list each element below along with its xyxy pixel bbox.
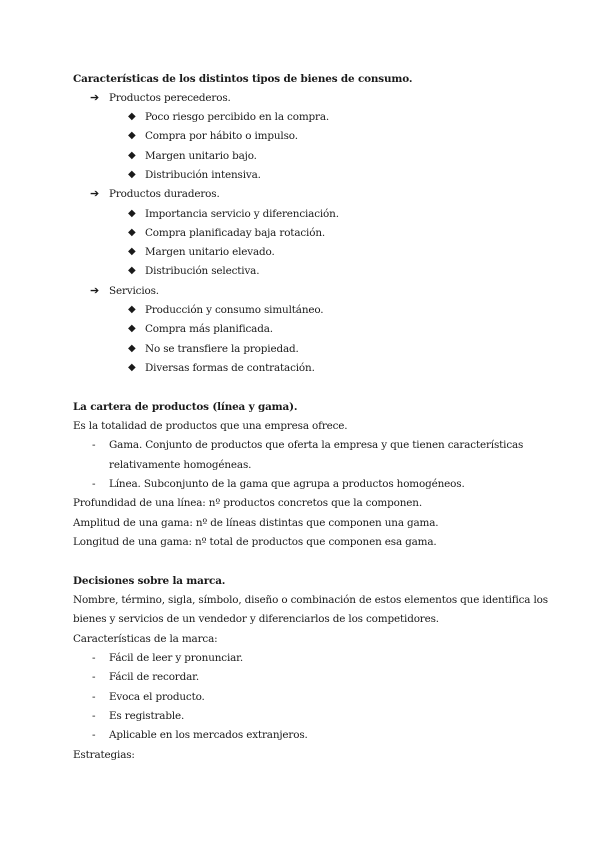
diamond-bullet-icon: ◆ xyxy=(128,208,136,219)
section-heading-product-portfolio: La cartera de productos (línea y gama). xyxy=(73,401,298,413)
group-label: Productos duraderos. xyxy=(109,188,220,200)
section-heading-brand-decisions: Decisiones sobre la marca. xyxy=(73,575,226,587)
list-item: Aplicable en los mercados extranjeros. xyxy=(109,729,308,741)
paragraph: Características de la marca: xyxy=(73,633,218,645)
dash-bullet: - xyxy=(92,439,96,451)
list-item: Evoca el producto. xyxy=(109,691,205,703)
arrow-right-icon: ➔ xyxy=(90,187,100,200)
list-item: Margen unitario bajo. xyxy=(145,150,257,162)
list-item: No se transfiere la propiedad. xyxy=(145,343,299,355)
dash-bullet: - xyxy=(92,729,96,741)
diamond-bullet-icon: ◆ xyxy=(128,343,136,354)
list-item: Fácil de leer y pronunciar. xyxy=(109,652,243,664)
diamond-bullet-icon: ◆ xyxy=(128,150,136,161)
diamond-bullet-icon: ◆ xyxy=(128,227,136,238)
dash-bullet: - xyxy=(92,710,96,722)
diamond-bullet-icon: ◆ xyxy=(128,265,136,276)
list-item: Compra planificaday baja rotación. xyxy=(145,227,326,239)
diamond-bullet-icon: ◆ xyxy=(128,304,136,315)
paragraph: bienes y servicios de un vendedor y diferenciarlos de los competidores. xyxy=(73,613,439,625)
list-item: Margen unitario elevado. xyxy=(145,246,275,258)
paragraph: Estrategias: xyxy=(73,749,135,761)
list-item: Diversas formas de contratación. xyxy=(145,362,315,374)
dash-bullet: - xyxy=(92,671,96,683)
dash-bullet: - xyxy=(92,691,96,703)
definition-line: Longitud de una gama: nº total de productos que componen esa gama. xyxy=(73,536,437,548)
section-heading-consumer-goods: Características de los distintos tipos de bienes de consumo. xyxy=(73,73,413,85)
list-item: Compra por hábito o impulso. xyxy=(145,130,298,142)
list-item: Distribución selectiva. xyxy=(145,265,260,277)
paragraph: Es la totalidad de productos que una empresa ofrece. xyxy=(73,420,348,432)
paragraph: Nombre, término, sigla, símbolo, diseño o combinación de estos elementos que identifica los xyxy=(73,594,548,606)
list-item: Fácil de recordar. xyxy=(109,671,200,683)
definition-line: Profundidad de una línea: nº productos concretos que la componen. xyxy=(73,497,422,509)
diamond-bullet-icon: ◆ xyxy=(128,169,136,180)
diamond-bullet-icon: ◆ xyxy=(128,130,136,141)
diamond-bullet-icon: ◆ xyxy=(128,362,136,373)
list-item: Distribución intensiva. xyxy=(145,169,261,181)
arrow-right-icon: ➔ xyxy=(90,91,100,104)
list-item: Producción y consumo simultáneo. xyxy=(145,304,324,316)
list-item: Poco riesgo percibido en la compra. xyxy=(145,111,330,123)
list-item: Gama. Conjunto de productos que oferta la empresa y que tienen características xyxy=(109,439,524,451)
list-item: Línea. Subconjunto de la gama que agrupa a productos homogéneos. xyxy=(109,478,465,490)
list-item: Importancia servicio y diferenciación. xyxy=(145,208,339,220)
diamond-bullet-icon: ◆ xyxy=(128,246,136,257)
group-label: Productos perecederos. xyxy=(109,92,231,104)
dash-bullet: - xyxy=(92,478,96,490)
definition-line: Amplitud de una gama: nº de líneas distintas que componen una gama. xyxy=(73,517,439,529)
list-item-continuation: relativamente homogéneas. xyxy=(109,459,252,471)
diamond-bullet-icon: ◆ xyxy=(128,111,136,122)
group-label: Servicios. xyxy=(109,285,159,297)
list-item: Compra más planificada. xyxy=(145,323,273,335)
dash-bullet: - xyxy=(92,652,96,664)
list-item: Es registrable. xyxy=(109,710,185,722)
diamond-bullet-icon: ◆ xyxy=(128,323,136,334)
arrow-right-icon: ➔ xyxy=(90,284,100,297)
